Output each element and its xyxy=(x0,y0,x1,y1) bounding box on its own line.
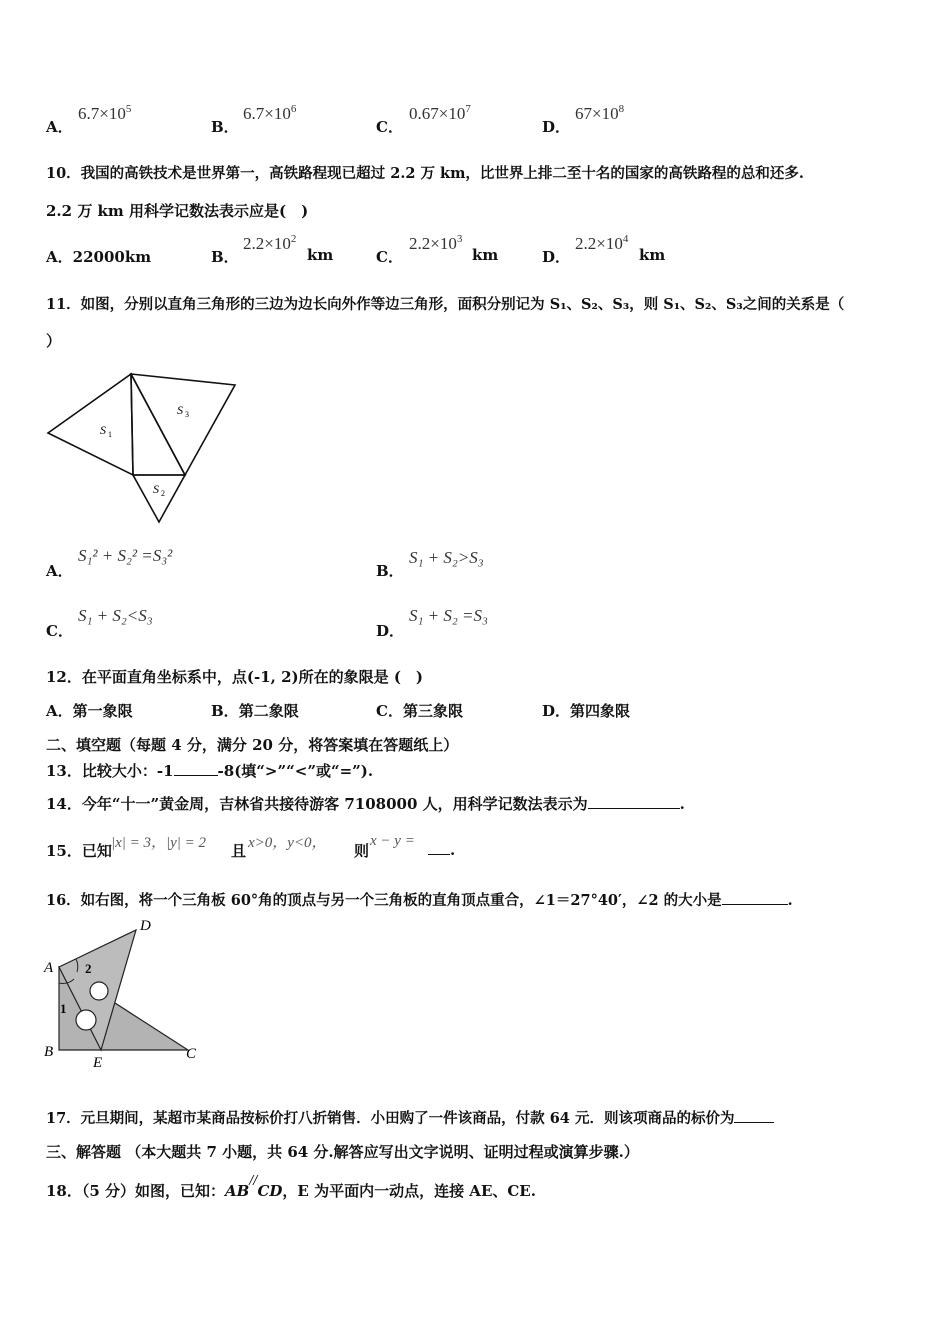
label-s1-sub: 1 xyxy=(108,430,112,439)
label-s2-sub: 2 xyxy=(161,489,165,498)
q10-option-c-label: C． xyxy=(376,248,403,266)
q15-stem: 15．已知 xyxy=(46,842,112,860)
q12-option-a: A．第一象限 xyxy=(46,702,133,720)
label-c: C xyxy=(186,1046,197,1062)
label-b: B xyxy=(44,1044,54,1060)
q9-option-a-value: $6.7\times 10^5$ xyxy=(78,103,132,123)
q11-option-d-formula: S₁ + S₂ =S₃ xyxy=(409,606,488,625)
q11-stem-line2: ） xyxy=(46,332,62,350)
q16-stem: 16．如右图，将一个三角板 60°角的顶点与另一个三角板的直角顶点重合，∠1＝27°40′，∠2 的大小是 . xyxy=(46,892,793,909)
q10-option-d-value: $2.2\times 10^4$ xyxy=(575,233,629,253)
label-a: A xyxy=(44,960,54,976)
q16-answer-blank[interactable] xyxy=(722,890,788,905)
label-s3-sub: 3 xyxy=(185,410,189,419)
q12-option-b: B．第二象限 xyxy=(211,702,299,720)
q15-then: 则 xyxy=(354,842,370,860)
label-angle-2: 2 xyxy=(85,961,92,976)
q10-stem-line1: 10．我国的高铁技术是世界第一，高铁路程现已超过 2.2 万 km，比世界上排二至十名的国家的高铁路程的总和还多. xyxy=(46,165,804,182)
q10-option-d-label: D． xyxy=(542,248,571,266)
q17-answer-blank[interactable] xyxy=(734,1108,774,1123)
label-s2: S xyxy=(153,482,159,496)
triangle-s3 xyxy=(131,374,235,475)
q16-set-squares-figure xyxy=(40,915,215,1073)
q9-option-c-value: $0.67\times 10^7$ xyxy=(409,103,471,123)
section-3-heading: 三、解答题 （本大题共 7 小题，共 64 分.解答应写出文字说明、证明过程或演算步骤.） xyxy=(46,1143,639,1161)
q11-triangles-figure xyxy=(40,368,245,528)
q11-option-d-label: D． xyxy=(376,622,405,640)
label-s3: S xyxy=(177,403,183,417)
label-d: D xyxy=(140,918,151,934)
q10-option-c-value: $2.2\times 10^3$ xyxy=(409,233,463,253)
q15-expression: x − y = xyxy=(370,833,415,849)
q11-option-a-formula: S₁² + S₂² =S₃² xyxy=(78,546,173,565)
q15-condition-1: |x| = 3，|y| = 2 xyxy=(111,835,207,851)
q14-answer-blank[interactable] xyxy=(588,794,680,809)
q12-stem: 12．在平面直角坐标系中，点(-1, 2)所在的象限是 ( ) xyxy=(46,668,424,686)
label-s1: S xyxy=(100,423,106,437)
q9-option-b-value: $6.7\times 10^6$ xyxy=(243,103,297,123)
q15-answer-blank[interactable] xyxy=(428,840,450,855)
q10-stem-line2: 2.2 万 km 用科学记数法表示应是( ) xyxy=(46,202,309,220)
q10-option-d-unit: km xyxy=(639,246,666,264)
q10-option-b-value: $2.2\times 10^2$ xyxy=(243,233,297,253)
q11-stem-line1: 11．如图，分别以直角三角形的三边为边长向外作等边三角形，面积分别记为 S₁、S₂、S₃，则 S₁、S₂、S₃之间的关系是（ xyxy=(46,296,845,313)
q12-option-c: C．第三象限 xyxy=(376,702,463,720)
q15-and: 且 xyxy=(231,842,247,860)
section-2-heading: 二、填空题（每题 4 分，满分 20 分，将答案填在答题纸上） xyxy=(46,736,459,754)
triangle-s2 xyxy=(133,475,185,522)
q9-option-c: C． xyxy=(376,118,403,136)
hole-1 xyxy=(90,982,108,1000)
q11-option-b-label: B． xyxy=(376,562,404,580)
q14-stem: 14．今年“十一”黄金周，吉林省共接待游客 7108000 人，用科学记数法表示为 . xyxy=(46,795,685,813)
q10-option-b-label: B． xyxy=(211,248,239,266)
q10-option-c-unit: km xyxy=(472,246,499,264)
q10-option-a: A．22000km xyxy=(46,248,152,266)
q15-answer: . xyxy=(428,840,455,859)
q13-answer-blank[interactable] xyxy=(174,761,218,776)
q9-option-d: D． xyxy=(542,118,571,136)
q15-condition-2: x>0，y<0， xyxy=(248,835,327,851)
q11-option-a-label: A． xyxy=(46,562,73,580)
q11-option-c-label: C． xyxy=(46,622,73,640)
q9-option-d-value: $67\times 10^8$ xyxy=(575,103,625,123)
q18-stem: 18．（5 分）如图，已知：AB//CD，E 为平面内一动点，连接 AE、CE. xyxy=(46,1173,536,1200)
hole-2 xyxy=(76,1010,96,1030)
triangle-s1 xyxy=(48,374,133,475)
q11-option-b-formula: S₁ + S₂>S₃ xyxy=(409,548,484,567)
label-angle-1: 1 xyxy=(60,1001,67,1016)
q12-option-d: D．第四象限 xyxy=(542,702,631,720)
q10-option-b-unit: km xyxy=(307,246,334,264)
q17-stem: 17．元旦期间，某超市某商品按标价打八折销售．小田购了一件该商品，付款 64 元．则该项商品的标价为 xyxy=(46,1107,774,1128)
q9-option-b: B． xyxy=(211,118,239,136)
q11-option-c-formula: S₁ + S₂<S₃ xyxy=(78,606,153,625)
label-e: E xyxy=(93,1055,103,1071)
q9-option-a: A． xyxy=(46,118,73,136)
q13-stem: 13．比较大小：-1 -8(填“>”“<”或“=”). xyxy=(46,762,374,780)
